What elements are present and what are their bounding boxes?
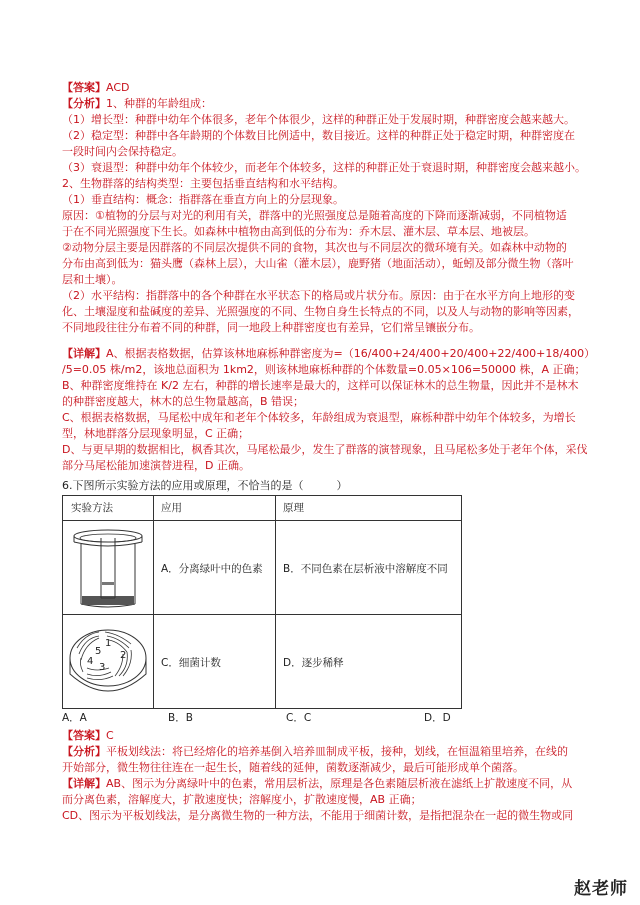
detail-text: D、与更早期的数据相比，枫香其次，马尾松最少，发生了群落的演替现象，且马尾松多处于老年个体，采伐 — [62, 443, 588, 456]
watermark: 赵老师 — [574, 879, 628, 899]
header-method: 实验方法 — [71, 502, 113, 514]
table-divider — [63, 614, 461, 615]
detail-line: 【详解】A、根据表格数据，估算该林地麻栎种群密度为=（16/400+24/400+20/400+22/400+18/400） — [62, 347, 596, 360]
analysis-text: ②动物分层主要是因群落的不同层次提供不同的食物，其次也与不同层次的微环境有关。如森林中动物的 — [62, 241, 567, 254]
analysis-text: 分布由高到低为：猫头鹰（森林上层），大山雀（灌木层），鹿野猪（地面活动），蚯蚓及部分微生物（落叶 — [62, 257, 574, 270]
analysis-text: 一段时间内会保持稳定。 — [62, 145, 183, 158]
option-d-cell: D．逐步稀释 — [283, 657, 344, 669]
analysis-text: 原因：①植物的分层与对光的利用有关，群落中的光照强度总是随着高度的下降而逐渐减弱，不同植物适 — [62, 209, 567, 222]
table-divider — [63, 520, 461, 521]
option-d: D．D — [424, 712, 451, 724]
detail-text: C、根据表格数据，马尾松中成年和老年个体较多，年龄组成为衰退型，麻栎种群中幼年个体较多，为增长 — [62, 411, 576, 424]
option-a: A．A — [62, 712, 87, 724]
answer-line: 【答案】ACD — [62, 81, 130, 94]
dish-number: 2 — [120, 650, 127, 661]
answer-line: 【答案】C — [62, 729, 114, 742]
analysis-text: （3）衰退型：种群中幼年个体较少，而老年个体较多，这样的种群正处于衰退时期，种群密度会越来越小。 — [62, 161, 586, 174]
chromatography-beaker-image — [67, 524, 149, 612]
analysis-text: 层和土壤）。 — [62, 273, 123, 286]
table-divider — [275, 496, 276, 708]
analysis-text: （2）稳定型：种群中各年龄期的个体数目比例适中，数目接近。这样的种群正处于稳定时期，种群密度在 — [62, 129, 575, 142]
dish-number: 4 — [87, 656, 94, 667]
analysis-text: 2、生物群落的结构类型：主要包括垂直结构和水平结构。 — [62, 177, 344, 190]
analysis-text: （2）水平结构：指群落中的各个种群在水平状态下的格局或片状分布。原因：由于在水平方向上地形的变 — [62, 289, 575, 302]
table-divider — [153, 496, 154, 708]
analysis-text: 不同地段往往分布着不同的种群，同一地段上种群密度也有差异，它们常呈镶嵌分布。 — [62, 321, 480, 334]
analysis-text: （1）增长型：种群中幼年个体很多，老年个体很少，这样的种群正处于发展时期，种群密度会越来越大。 — [62, 113, 575, 126]
header-application: 应用 — [161, 502, 182, 514]
detail-text: 而分离色素，溶解度大，扩散速度快；溶解度小，扩散速度慢，AB 正确； — [62, 793, 422, 806]
analysis-line: 【分析】平板划线法：将已经熔化的培养基倒入培养皿制成平板，接种，划线，在恒温箱里培养，在线的 — [62, 745, 568, 758]
option-a-cell: A．分离绿叶中的色素 — [161, 563, 263, 575]
dish-number: 1 — [105, 638, 112, 649]
detail-text: 型，林地群落分层现象明显，C 正确； — [62, 427, 250, 440]
detail-line: 【详解】AB、图示为分离绿叶中的色素，常用层析法，原理是各色素随层析液在滤纸上扩散速度不同，从 — [62, 777, 573, 790]
detail-text: B、种群密度维持在 K/2 左右，种群的增长速率是最大的，这样可以保证林木的总生物量，因此并不是林木 — [62, 379, 579, 392]
experiment-table — [62, 495, 462, 709]
detail-text: 部分马尾松能加速演替进程，D 正确。 — [62, 459, 250, 472]
detail-text: /5=0.05 株/m2，该地总面积为 1km2，则该林地麻栎种群的个体数量=0.05×106=50000 株，A 正确； — [62, 363, 586, 376]
dish-number: 3 — [99, 662, 106, 673]
option-c: C．C — [286, 712, 312, 724]
analysis-text: 于在不同光照强度下生长。如森林中植物由高到低的分布为：乔木层、灌木层、草本层、地被层。 — [62, 225, 535, 238]
option-b-cell: B．不同色素在层析液中溶解度不同 — [283, 563, 448, 575]
analysis-text: 开始部分，微生物往往连在一起生长，随着线的延伸，菌数逐渐减少，最后可能形成单个菌落。 — [62, 761, 524, 774]
detail-text: 的种群密度越大，林木的总生物量越高，B 错误； — [62, 395, 305, 408]
analysis-text: （1）垂直结构：概念：指群落在垂直方向上的分层现象。 — [62, 193, 344, 206]
dish-number: 5 — [95, 646, 102, 657]
question-text: 6.下图所示实验方法的应用或原理，不恰当的是（ ） — [62, 479, 348, 492]
detail-text: CD、图示为平板划线法，是分离微生物的一种方法，不能用于细菌计数，是指把混杂在一起的微生物或同 — [62, 809, 574, 822]
header-principle: 原理 — [283, 502, 304, 514]
streak-plate-image — [65, 618, 151, 706]
analysis-text: 化、土壤湿度和盐碱度的差异、光照强度的不同、生物自身生长特点的不同，以及人与动物的影响等因素， — [62, 305, 579, 318]
option-b: B．B — [168, 712, 193, 724]
option-c-cell: C．细菌计数 — [161, 657, 221, 669]
analysis-line: 【分析】1、种群的年龄组成： — [62, 97, 212, 110]
